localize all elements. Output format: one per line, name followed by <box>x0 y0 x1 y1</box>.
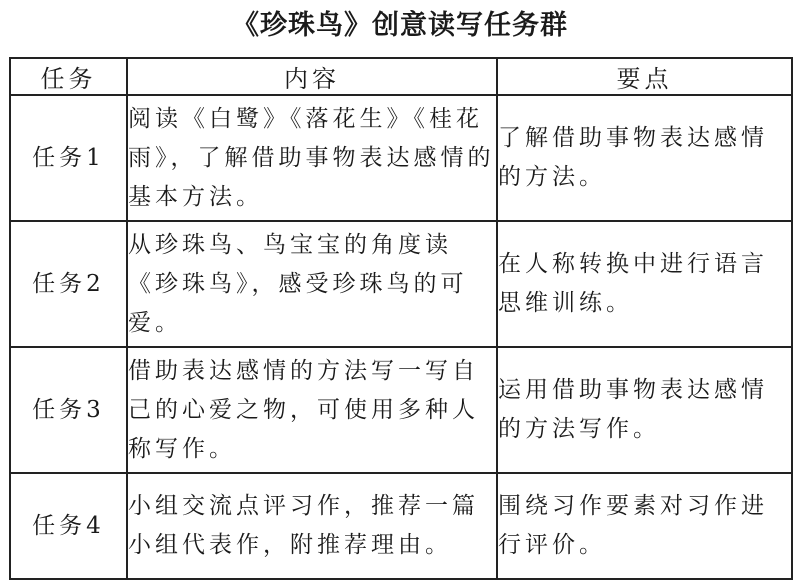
header-content: 内容 <box>127 58 497 95</box>
content-cell: 小组交流点评习作，推荐一篇小组代表作，附推荐理由。 <box>127 473 497 579</box>
points-cell: 围绕习作要素对习作进行评价。 <box>497 473 792 579</box>
table-title: 《珍珠鸟》创意读写任务群 <box>232 10 568 41</box>
header-task: 任务 <box>10 58 127 95</box>
task-name-cell: 任务1 <box>10 95 127 221</box>
table-row <box>10 95 792 221</box>
task-name-cell: 任务4 <box>10 473 127 579</box>
task-table <box>9 57 793 580</box>
task-name-cell: 任务2 <box>10 221 127 347</box>
table-header-row <box>10 58 792 95</box>
task-name-cell: 任务3 <box>10 347 127 473</box>
content-cell: 从珍珠鸟、鸟宝宝的角度读《珍珠鸟》，感受珍珠鸟的可爱。 <box>127 221 497 347</box>
content-cell: 借助表达感情的方法写一写自己的心爱之物，可使用多种人称写作。 <box>127 347 497 473</box>
points-cell: 在人称转换中进行语言思维训练。 <box>497 221 792 347</box>
table-row <box>10 221 792 347</box>
table-row <box>10 347 792 473</box>
header-points: 要点 <box>497 58 792 95</box>
table-row <box>10 473 792 579</box>
points-cell: 运用借助事物表达感情的方法写作。 <box>497 347 792 473</box>
content-cell: 阅读《白鹭》《落花生》《桂花雨》，了解借助事物表达感情的基本方法。 <box>127 95 497 221</box>
points-cell: 了解借助事物表达感情的方法。 <box>497 95 792 221</box>
